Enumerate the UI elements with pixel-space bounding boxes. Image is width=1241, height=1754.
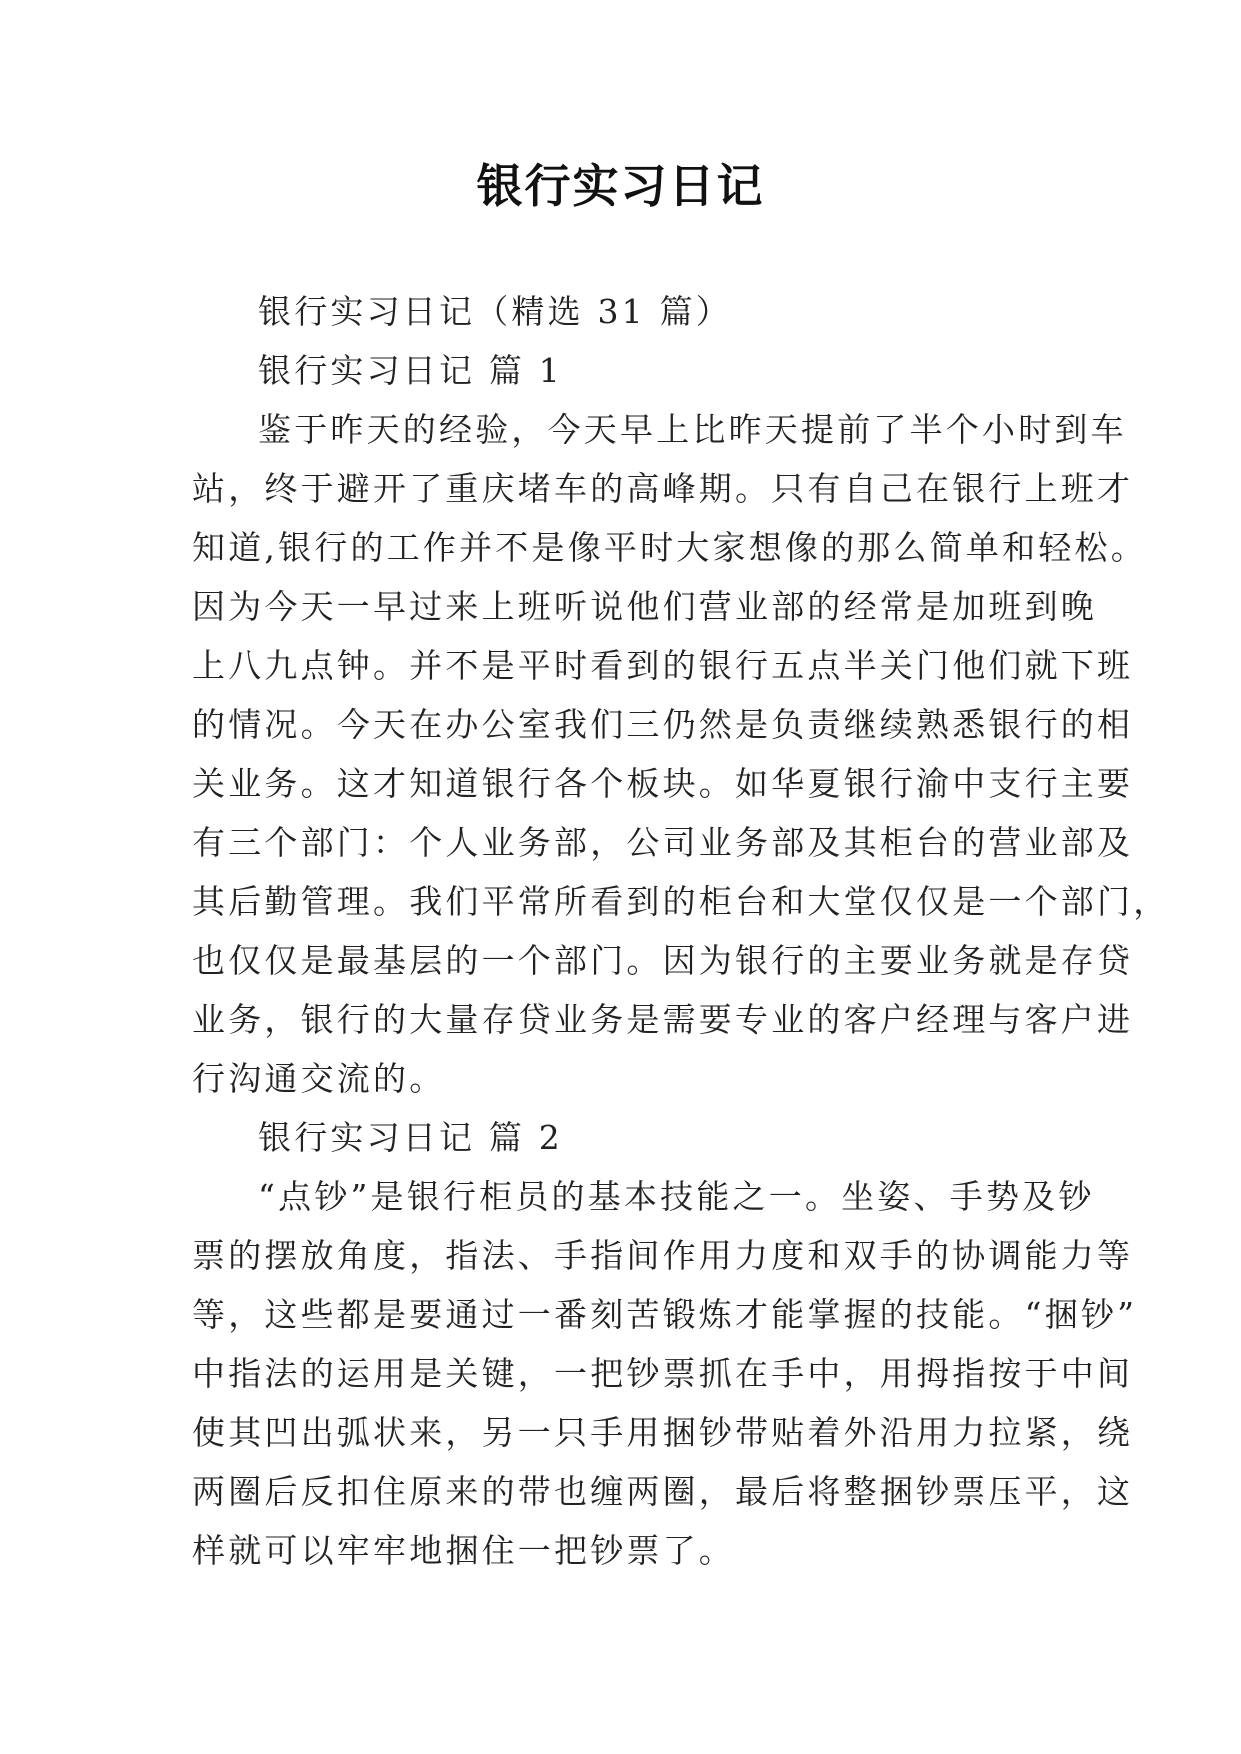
paragraph-line: 票的摆放角度，指法、手指间作用力度和双手的协调能力等: [192, 1236, 1134, 1275]
paragraph-line: 鉴于昨天的经验，今天早上比昨天提前了半个小时到车: [258, 410, 1127, 449]
document-body: [192, 282, 1170, 1580]
paragraph-line: 上八九点钟。并不是平时看到的银行五点半关门他们就下班: [192, 646, 1134, 685]
paragraph-line: 站，终于避开了重庆堵车的高峰期。只有自己在银行上班才: [192, 469, 1134, 508]
document-subtitle: 银行实习日记（精选 31 篇）: [258, 292, 732, 331]
paragraph-line: 因为今天一早过来上班听说他们营业部的经常是加班到晚: [192, 587, 1097, 626]
paragraph-line: 有三个部门：个人业务部，公司业务部及其柜台的营业部及: [192, 823, 1134, 862]
paragraph-line: 关业务。这才知道银行各个板块。如华夏银行渝中支行主要: [192, 764, 1134, 803]
paragraph-line: 业务，银行的大量存贷业务是需要专业的客户经理与客户进: [192, 1000, 1134, 1039]
document-title: 银行实习日记: [476, 159, 765, 213]
section-heading: 银行实习日记 篇 2: [258, 1118, 563, 1157]
paragraph-line: 样就可以牢牢地捆住一把钞票了。: [192, 1531, 735, 1570]
paragraph-line: 行沟通交流的。: [192, 1059, 446, 1098]
paragraph-line: 中指法的运用是关键，一把钞票抓在手中，用拇指按于中间: [192, 1354, 1134, 1393]
paragraph-line: 也仅仅是最基层的一个部门。因为银行的主要业务就是存贷: [192, 941, 1134, 980]
paragraph-line: 使其凹出弧状来，另一只手用捆钞带贴着外沿用力拉紧，绕: [192, 1413, 1134, 1452]
paragraph-line: “点钞”是银行柜员的基本技能之一。坐姿、手势及钞: [258, 1177, 1095, 1216]
paragraph-line: 等，这些都是要通过一番刻苦锻炼才能掌握的技能。“捆钞”: [192, 1295, 1138, 1334]
paragraph-line: 其后勤管理。我们平常所看到的柜台和大堂仅仅是一个部门，: [192, 882, 1170, 921]
paragraph-line: 知道,银行的工作并不是像平时大家想像的那么简单和轻松。: [192, 528, 1147, 567]
paragraph-line: 两圈后反扣住原来的带也缠两圈，最后将整捆钞票压平，这: [192, 1472, 1134, 1511]
section-heading: 银行实习日记 篇 1: [258, 351, 563, 390]
paragraph-line: 的情况。今天在办公室我们三仍然是负责继续熟悉银行的相: [192, 705, 1134, 744]
